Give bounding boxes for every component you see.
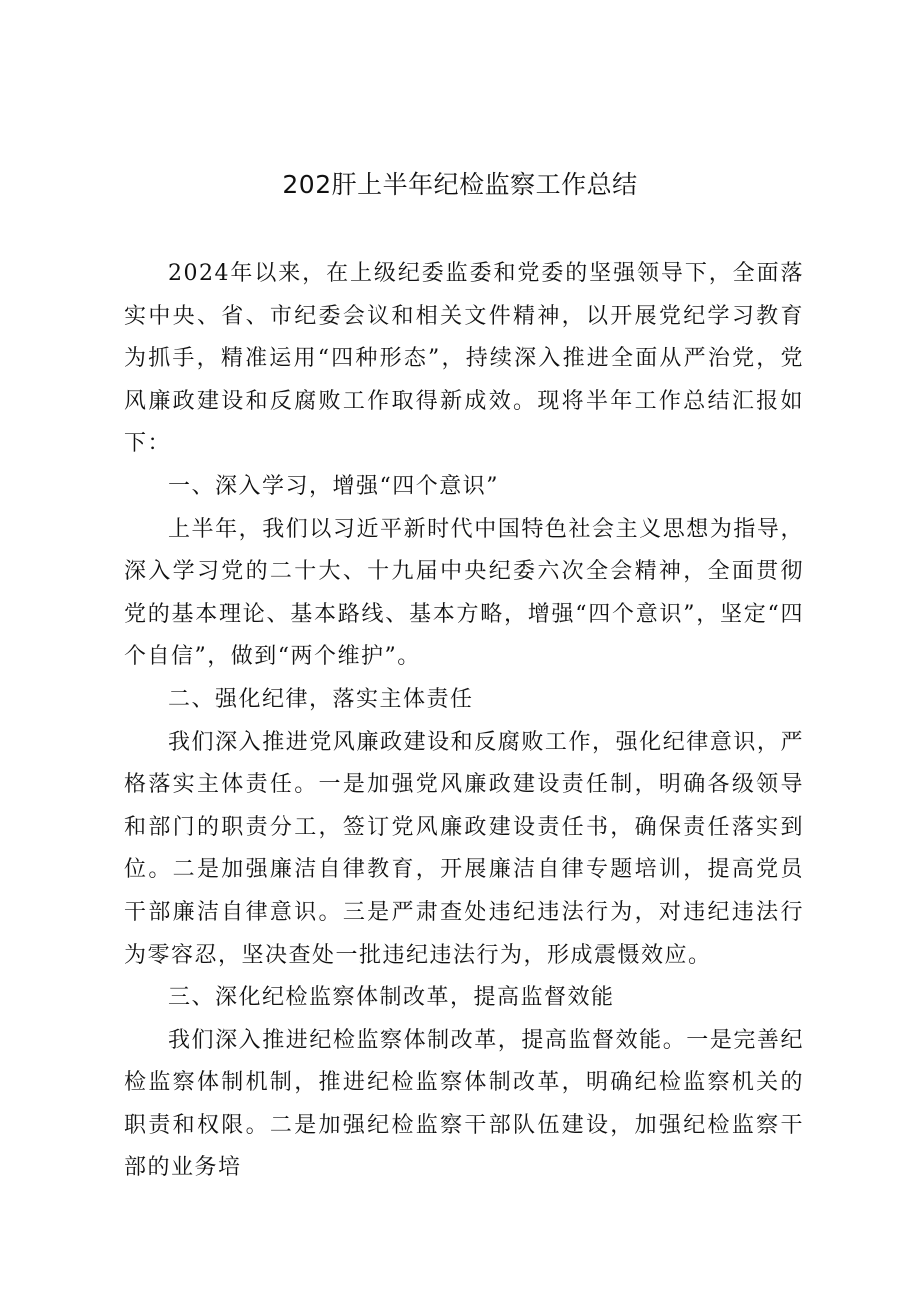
section-heading-2: 二、强化纪律，落实主体责任 (168, 686, 474, 712)
section-heading-1: 一、深入学习，增强“四个意识” (168, 473, 499, 499)
section-heading-3: 三、深化纪检监察体制改革，提高监督效能 (168, 985, 615, 1011)
section-paragraph-1: 上半年，我们以习近平新时代中国特色社会主义思想为指导，深入学习党的二十大、十九届中央纪委六次全会精神，全面贯彻党的基本理论、基本路线、基本方略，增强“四个意识”，坚定“四个自信”，做到“两个维护”。 (124, 516, 804, 670)
section-paragraph-3: 我们深入推进纪检监察体制改革，提高监督效能。一是完善纪检监察体制机制，推进纪检监察体制改革，明确纪检监察机关的职责和权限。二是加强纪检监察干部队伍建设，加强纪检监察干部的业务培 (124, 1027, 804, 1181)
document-body (124, 253, 804, 1190)
intro-paragraph: 2024年以来，在上级纪委监委和党委的坚强领导下，全面落实中央、省、市纪委会议和相关文件精神，以开展党纪学习教育为抓手，精准运用“四种形态”，持续深入推进全面从严治党，党风廉政建设和反腐败工作取得新成效。现将半年工作总结汇报如下： (124, 261, 804, 457)
document-title: 202肝上半年纪检监察工作总结 (282, 170, 638, 199)
section-paragraph-2: 我们深入推进党风廉政建设和反腐败工作，强化纪律意识，严格落实主体责任。一是加强党风廉政建设责任制，明确各级领导和部门的职责分工，签订党风廉政建设责任书，确保责任落实到位。二是加强廉洁自律教育，开展廉洁自律专题培训，提高党员干部廉洁自律意识。三是严肃查处违纪违法行为，对违纪违法行为零容忍，坚决查处一批违纪违法行为，形成震慑效应。 (124, 729, 804, 968)
